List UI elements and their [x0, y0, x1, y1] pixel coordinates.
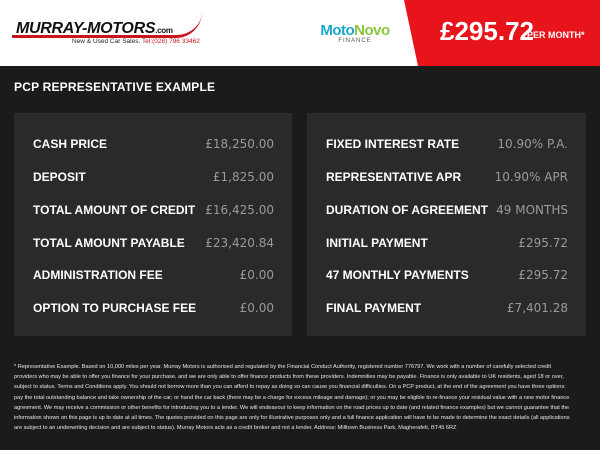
motonovo-wordmark	[318, 22, 392, 39]
finance-row	[307, 203, 586, 223]
logo-tagline-text: New & Used Car Sales.	[72, 38, 141, 45]
finance-row-label: TOTAL AMOUNT OF CREDIT	[33, 203, 196, 217]
finance-panel-left	[14, 113, 292, 336]
finance-row-label: TOTAL AMOUNT PAYABLE	[33, 236, 185, 250]
logo-tel: Tel:(028) 796 33462	[141, 38, 200, 45]
finance-panel-right	[307, 113, 586, 336]
finance-row	[14, 268, 292, 288]
finance-row	[307, 137, 586, 157]
finance-row	[14, 170, 292, 190]
logo-domain: .com	[155, 26, 173, 35]
finance-row	[14, 301, 292, 321]
finance-row-value: £0.00	[239, 268, 274, 282]
finance-row-label: ADMINISTRATION FEE	[33, 268, 163, 282]
finance-row	[307, 268, 586, 288]
finance-row-label: INITIAL PAYMENT	[326, 236, 428, 250]
monthly-price: £295.72	[440, 16, 534, 46]
motonovo-finance-label: FINANCE	[338, 38, 372, 44]
finance-row-label: FINAL PAYMENT	[326, 301, 422, 315]
finance-row-value: £23,420.84	[205, 236, 274, 250]
finance-row-value: £295.72	[518, 236, 568, 250]
finance-row	[307, 170, 586, 190]
finance-disclaimer: * Representative Example. Based on 10,000 miles per year. Murray Motors is authorised and regulated by the Financial Conduct Authority, registered number 776797. We work with a number of carefully selected credit providers who may be able to offer you finance for your purchase, and we are only able to offer finance products from these providers. Indemnities may be payable. Finance is only available to UK residents, aged 18 or over, subject to status. Terms and Conditions apply. You should not borrow more than you can afford to repay as doing so can cause you financial difficulties. On a PCP product, at the end of the agreement you have three options: pay the total outstanding balance and take ownership of the car; or hand the car back (there may be a charge for excess mileage and damage); or you may be eligible to re-finance your residual value with a new motor finance agreement. We may receive a commission or other benefits for introducing you to a lender. We will endeavour to keep information on the road prices up to date (and related finance examples) but we cannot guarantee that the information shown on this page is up to date at all times. The quotes provided on this page are only for illustrative purposes only and a full finance application will have to be made to determine the exact details (all applications are subject to an underwriting decision and are subject to status). Murray Motors acts as a credit broker and not a lender. Address: Milltown Business Park, Magherafelt, BT45 6RZ	[14, 364, 570, 432]
finance-row	[307, 301, 586, 321]
motonovo-finance-logo	[318, 22, 392, 44]
finance-row-label: DURATION OF AGREEMENT	[326, 203, 488, 217]
motonovo-moto: Moto	[320, 22, 355, 39]
monthly-period: PER MONTH*	[527, 30, 585, 40]
finance-row-value: 49 MONTHS	[496, 203, 568, 217]
header	[0, 0, 600, 66]
finance-row-label: CASH PRICE	[33, 137, 108, 151]
finance-row-label: FIXED INTEREST RATE	[326, 137, 460, 151]
finance-row-value: £295.72	[518, 268, 568, 282]
finance-row-value: £0.00	[239, 301, 274, 315]
finance-row-value: 10.90% APR	[494, 170, 568, 184]
finance-row-label: 47 MONTHLY PAYMENTS	[326, 268, 469, 282]
section-title: PCP REPRESENTATIVE EXAMPLE	[14, 80, 216, 94]
murray-motors-logo[interactable]	[12, 12, 212, 54]
finance-row-value: 10.90% P.A.	[497, 137, 568, 151]
finance-row-label: DEPOSIT	[33, 170, 86, 184]
finance-row-label: REPRESENTATIVE APR	[326, 170, 462, 184]
finance-row-value: £18,250.00	[205, 137, 274, 151]
finance-row-value: £16,425.00	[205, 203, 274, 217]
finance-row-value: £7,401.28	[506, 301, 568, 315]
finance-row-label: OPTION TO PURCHASE FEE	[33, 301, 197, 315]
finance-row	[14, 137, 292, 157]
logo-wordmark	[16, 20, 173, 38]
finance-row-value: £1,825.00	[212, 170, 274, 184]
price-box-angle	[404, 0, 418, 66]
logo-tagline	[72, 38, 200, 45]
motonovo-novo: Novo	[354, 22, 390, 39]
finance-row	[14, 203, 292, 223]
finance-row	[14, 236, 292, 256]
monthly-price-box	[418, 0, 600, 66]
logo-brand-name: MURRAY-MOTORS	[16, 20, 156, 37]
finance-row	[307, 236, 586, 256]
